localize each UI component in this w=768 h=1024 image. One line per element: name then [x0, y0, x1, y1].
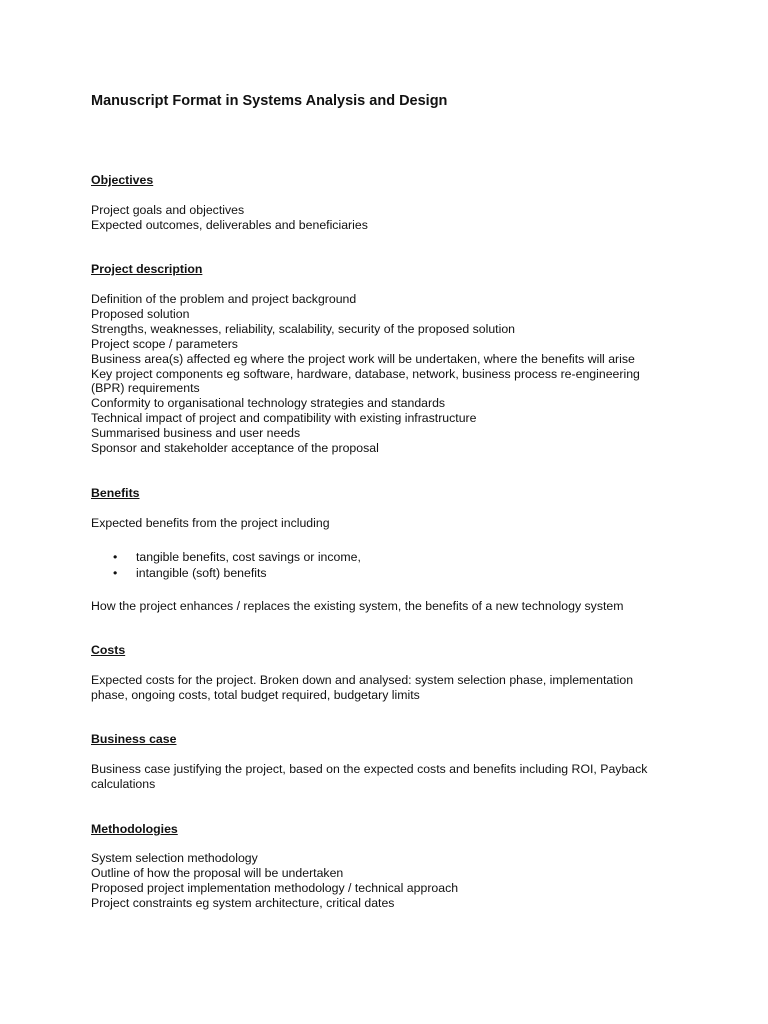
text-line: Proposed solution [91, 306, 190, 321]
heading-methodologies: Methodologies [91, 822, 178, 836]
bullet-icon: • [113, 565, 118, 580]
list-item [113, 550, 361, 566]
text-line: Definition of the problem and project background [91, 292, 357, 306]
text-line: Project constraints eg system architecture, critical dates [91, 895, 395, 910]
heading-costs: Costs [91, 643, 126, 657]
costs-text [91, 673, 633, 703]
text-line: phase, ongoing costs, total budget required, budgetary limits [91, 687, 420, 702]
text-line: Conformity to organisational technology strategies and standards [91, 396, 446, 411]
text-line: System selection methodology [91, 851, 258, 865]
text-line: Key project components eg software, hardware, database, network, business process re-engineering [91, 366, 640, 381]
objectives-text [91, 203, 368, 233]
project-description-text [91, 292, 640, 456]
text-line: Business case justifying the project, based on the expected costs and benefits including ROI, Payback [91, 762, 648, 776]
list-item [113, 566, 361, 582]
text-line: Proposed project implementation methodology / technical approach [91, 880, 459, 895]
text-line: Strengths, weaknesses, reliability, scalability, security of the proposed solution [91, 321, 515, 336]
heading-objectives: Objectives [91, 173, 154, 187]
text-line: Sponsor and stakeholder acceptance of the proposal [91, 441, 379, 456]
heading-benefits: Benefits [91, 486, 140, 500]
list-item-text: tangible benefits, cost savings or income, [136, 550, 361, 564]
benefits-outro [91, 599, 623, 614]
bullet-icon: • [113, 550, 118, 564]
text-line: Summarised business and user needs [91, 426, 301, 441]
document-title: Manuscript Format in Systems Analysis and Design [91, 93, 448, 109]
text-line: Outline of how the proposal will be undertaken [91, 865, 344, 880]
business-case-text [91, 762, 647, 792]
text-line: Technical impact of project and compatibility with existing infrastructure [91, 411, 477, 426]
text-line: (BPR) requirements [91, 381, 200, 396]
methodologies-text [91, 851, 458, 911]
text-line: Expected outcomes, deliverables and beneficiaries [91, 217, 368, 232]
heading-project-description: Project description [91, 262, 203, 276]
text-line: How the project enhances / replaces the existing system, the benefits of a new technology system [91, 599, 624, 613]
heading-business-case: Business case [91, 732, 177, 746]
text-line: Expected costs for the project. Broken down and analysed: system selection phase, implementation [91, 673, 634, 687]
list-item-text: intangible (soft) benefits [136, 565, 267, 580]
text-line: Project goals and objectives [91, 203, 245, 217]
text-line: Project scope / parameters [91, 336, 238, 351]
benefits-intro [91, 516, 330, 531]
text-line: calculations [91, 776, 156, 791]
text-line: Business area(s) affected eg where the project work will be undertaken, where the benefits will arise [91, 351, 635, 366]
benefits-bullet-list [113, 550, 361, 581]
text-line: Expected benefits from the project including [91, 516, 330, 530]
